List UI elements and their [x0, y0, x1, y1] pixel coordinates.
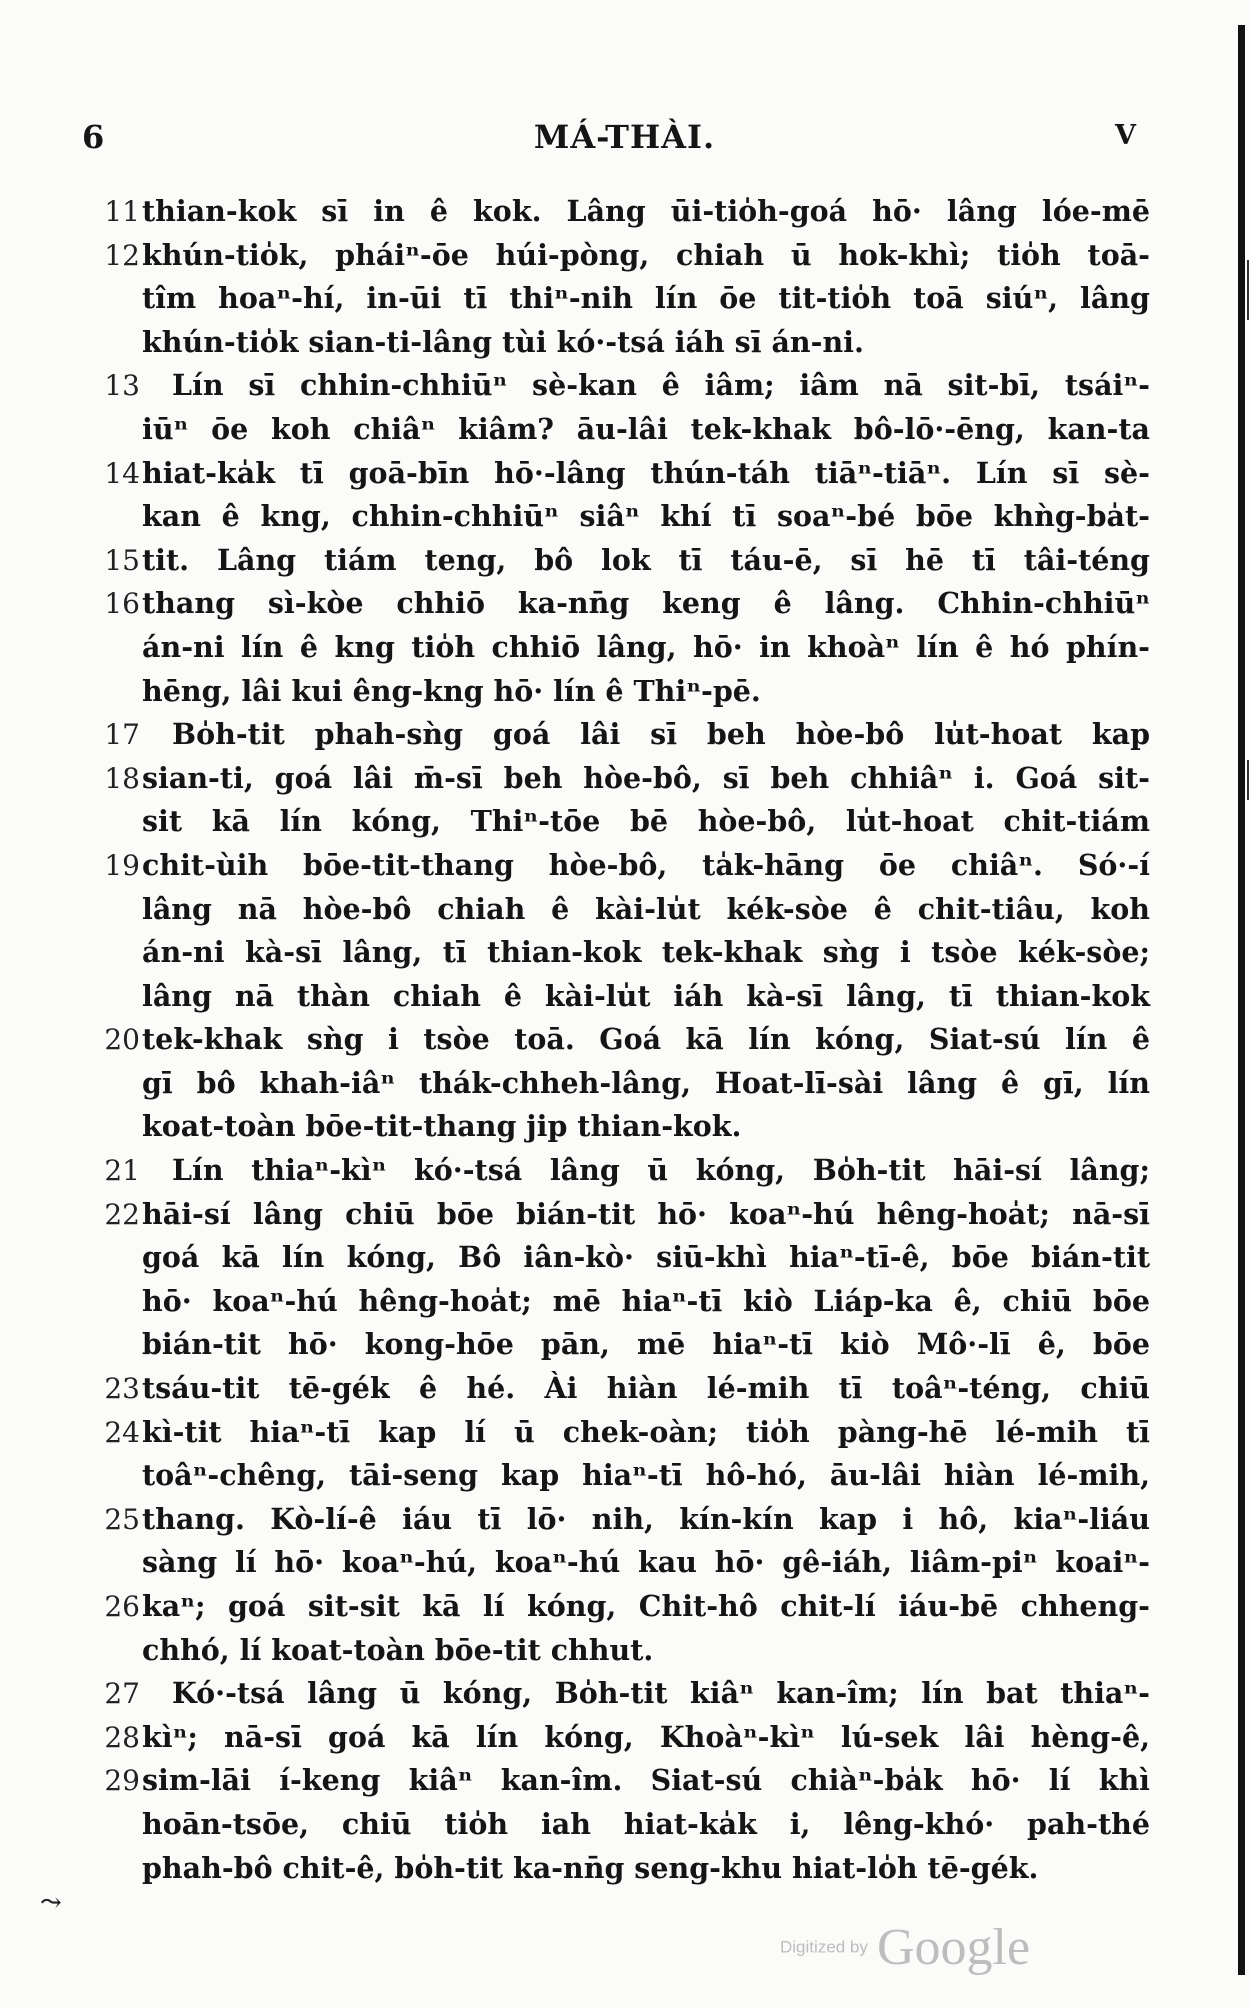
verse-number: 25 [104, 1502, 140, 1536]
text-line [90, 539, 1150, 583]
line-text: tîm hoaⁿ-hí, in-ūi tī thiⁿ-nih lín ōe tit-tio̍h toā siúⁿ, lâng [142, 281, 1150, 316]
text-line [90, 1498, 1150, 1542]
line-text: thang. Kò-lí-ê iáu tī lō· nih, kín-kín kap i hô, kiaⁿ-liáu [142, 1501, 1150, 1536]
line-text: kan ê kng, chhin-chhiūⁿ siâⁿ khí tī soaⁿ-bé bōe khǹg-ba̍t- [142, 499, 1150, 534]
verse-number: 17 [104, 718, 140, 752]
line-text: thian-kok sī in ê kok. Lâng ūi-tio̍h-goá hō· lâng lóe-mē [142, 194, 1150, 228]
line-text: khún-tio̍k sian-ti-lâng tùi kó·-tsá iáh sī án-ni. [142, 324, 864, 359]
line-text: bián-tit hō· kong-hōe pān, mē hiaⁿ-tī kiò Mô·-lī ê, bōe [142, 1327, 1150, 1362]
verse-number: 29 [104, 1764, 140, 1798]
chapter-number: V [1115, 120, 1136, 151]
text-line [90, 408, 1150, 452]
text-line [90, 1716, 1150, 1760]
line-text: Lín thiaⁿ-kìⁿ kó·-tsá lâng ū kóng, Bo̍h-tit hāi-sí lâng; [172, 1153, 1150, 1188]
verse-number: 19 [104, 848, 140, 882]
body-text [90, 190, 1150, 1890]
text-line [90, 713, 1150, 757]
text-line [90, 1062, 1150, 1106]
line-text: Lín sī chhin-chhiūⁿ sè-kan ê iâm; iâm nā sit-bī, tsáiⁿ- [172, 368, 1150, 403]
page-header [0, 118, 1249, 168]
line-text: hēng, lâi kui êng-kng hō· lín ê Thiⁿ-pē. [142, 673, 761, 708]
line-text: kì-tit hiaⁿ-tī kap lí ū chek-oàn; tio̍h pàng-hē lé-mih tī [142, 1414, 1150, 1449]
line-text: sim-lāi í-keng kiâⁿ kan-îm. Siat-sú chiàⁿ-ba̍k hō· lí khì [142, 1763, 1150, 1798]
line-text: khún-tio̍k, pháiⁿ-ōe húi-pòng, chiah ū hok-khì; tio̍h toā- [142, 237, 1150, 272]
text-line [90, 1149, 1150, 1193]
verse-number: 13 [104, 369, 140, 403]
line-text: sit kā lín kóng, Thiⁿ-tōe bē hòe-bô, lu̍t-hoat chit-tiám [142, 804, 1150, 839]
line-text: án-ni kà-sī lâng, tī thian-kok tek-khak sǹg i tsòe kék-sòe; [142, 935, 1150, 970]
text-line [90, 626, 1150, 670]
text-line [90, 1759, 1150, 1803]
verse-number: 24 [104, 1415, 140, 1449]
text-line [90, 1018, 1150, 1062]
google-watermark [780, 1918, 1030, 1977]
text-line [90, 1585, 1150, 1629]
verse-number: 12 [104, 238, 140, 272]
text-line [90, 931, 1150, 975]
text-line [90, 670, 1150, 714]
line-text: chit-ùih bōe-tit-thang hòe-bô, ta̍k-hāng ōe chiâⁿ. Só·-í [142, 847, 1150, 882]
line-text: chhó, lí koat-toàn bōe-tit chhut. [142, 1632, 654, 1667]
line-text: kìⁿ; nā-sī goá kā lín kóng, Khoàⁿ-kìⁿ lú-sek lâi hèng-ê, [142, 1719, 1150, 1754]
digitized-by-text: Digitized by [780, 1937, 868, 1957]
text-line [90, 800, 1150, 844]
text-line [90, 1411, 1150, 1455]
verse-number: 16 [104, 587, 140, 621]
page-number: 6 [82, 118, 105, 156]
line-text: hoān-tsōe, chiū tio̍h iah hiat-ka̍k i, lêng-khó· pah-thé [142, 1806, 1150, 1841]
text-line [90, 234, 1150, 278]
text-line [90, 757, 1150, 801]
line-text: tit. Lâng tiám teng, bô lok tī táu-ē, sī hē tī tâi-téng [142, 542, 1150, 577]
line-text: gī bô khah-iâⁿ thák-chheh-lâng, Hoat-lī-sài lâng ê gī, lín [142, 1065, 1150, 1100]
text-line [90, 1803, 1150, 1847]
text-line [90, 1629, 1150, 1673]
verse-number: 15 [104, 543, 140, 577]
text-line [90, 888, 1150, 932]
verse-number: 21 [104, 1154, 140, 1188]
line-text: thang sì-kòe chhiō ka-nn̄g keng ê lâng. Chhin-chhiūⁿ [142, 586, 1150, 621]
verse-number: 18 [104, 761, 140, 795]
line-text: goá kā lín kóng, Bô iân-kò· siū-khì hiaⁿ-tī-ê, bōe bián-tit [142, 1240, 1150, 1275]
text-line [90, 1672, 1150, 1716]
line-text: koat-toàn bōe-tit-thang jip thian-kok. [142, 1109, 742, 1144]
line-text: hiat-ka̍k tī goā-bīn hō·-lâng thún-táh tiāⁿ-tiāⁿ. Lín sī sè- [142, 455, 1150, 490]
line-text: kaⁿ; goá sit-sit kā lí kóng, Chit-hô chit-lí iáu-bē chheng- [142, 1589, 1150, 1623]
text-line [90, 452, 1150, 496]
verse-number: 22 [104, 1197, 140, 1231]
text-line [90, 190, 1150, 234]
text-line [90, 1193, 1150, 1237]
line-text: sàng lí hō· koaⁿ-hú, koaⁿ-hú kau hō· gê-iáh, liâm-piⁿ koaiⁿ- [142, 1545, 1150, 1580]
line-text: toâⁿ-chêng, tāi-seng kap hiaⁿ-tī hô-hó, āu-lâi hiàn lé-mih, [142, 1458, 1150, 1493]
text-line [90, 1236, 1150, 1280]
footer-mark: ⤳ [40, 1888, 62, 1918]
line-text: Bo̍h-tit phah-sǹg goá lâi sī beh hòe-bô lu̍t-hoat kap [172, 717, 1150, 752]
page-edge [1238, 25, 1245, 1975]
text-line [90, 582, 1150, 626]
line-text: Kó·-tsá lâng ū kóng, Bo̍h-tit kiâⁿ kan-îm; lín bat thiaⁿ- [172, 1676, 1150, 1711]
google-logo: Google [876, 1919, 1031, 1976]
text-line [90, 1323, 1150, 1367]
text-line [90, 1280, 1150, 1324]
text-line [90, 844, 1150, 888]
verse-number: 27 [104, 1677, 140, 1711]
text-line [90, 364, 1150, 408]
verse-number: 11 [104, 195, 140, 228]
verse-number: 23 [104, 1372, 140, 1406]
line-text: tsáu-tit tē-gék ê hé. Ài hiàn lé-mih tī toâⁿ-téng, chiū [142, 1371, 1150, 1406]
line-text: hō· koaⁿ-hú hêng-hoa̍t; mē hiaⁿ-tī kiò Liáp-ka ê, chiū bōe [142, 1283, 1150, 1318]
text-line [90, 1454, 1150, 1498]
line-text: lâng nā hòe-bô chiah ê kài-lu̍t kék-sòe ê chit-tiâu, koh [142, 891, 1150, 926]
text-line [90, 975, 1150, 1019]
running-title: MÁ-THÀI. [533, 118, 716, 156]
line-text: án-ni lín ê kng tio̍h chhiō lâng, hō· in khoàⁿ lín ê hó phín- [142, 629, 1150, 664]
text-line [90, 1847, 1150, 1891]
verse-number: 28 [104, 1720, 140, 1754]
line-text: sian-ti, goá lâi m̄-sī beh hòe-bô, sī beh chhiâⁿ i. Goá sit- [142, 760, 1150, 795]
line-text: lâng nā thàn chiah ê kài-lu̍t iáh kà-sī lâng, tī thian-kok [142, 978, 1150, 1013]
text-line [90, 277, 1150, 321]
text-line [90, 1105, 1150, 1149]
line-text: iūⁿ ōe koh chiâⁿ kiâm? āu-lâi tek-khak bô-lō·-ēng, kan-ta [142, 411, 1150, 446]
text-line [90, 495, 1150, 539]
verse-number: 14 [104, 456, 140, 490]
line-text: phah-bô chit-ê, bo̍h-tit ka-nn̄g seng-khu hiat-lo̍h tē-gék. [142, 1850, 1039, 1885]
text-line [90, 321, 1150, 365]
text-line [90, 1541, 1150, 1585]
line-text: hāi-sí lâng chiū bōe bián-tit hō· koaⁿ-hú hêng-hoa̍t; nā-sī [142, 1196, 1150, 1231]
text-line [90, 1367, 1150, 1411]
verse-number: 26 [104, 1590, 140, 1623]
line-text: tek-khak sǹg i tsòe toā. Goá kā lín kóng, Siat-sú lín ê [142, 1022, 1150, 1057]
verse-number: 20 [104, 1023, 140, 1057]
